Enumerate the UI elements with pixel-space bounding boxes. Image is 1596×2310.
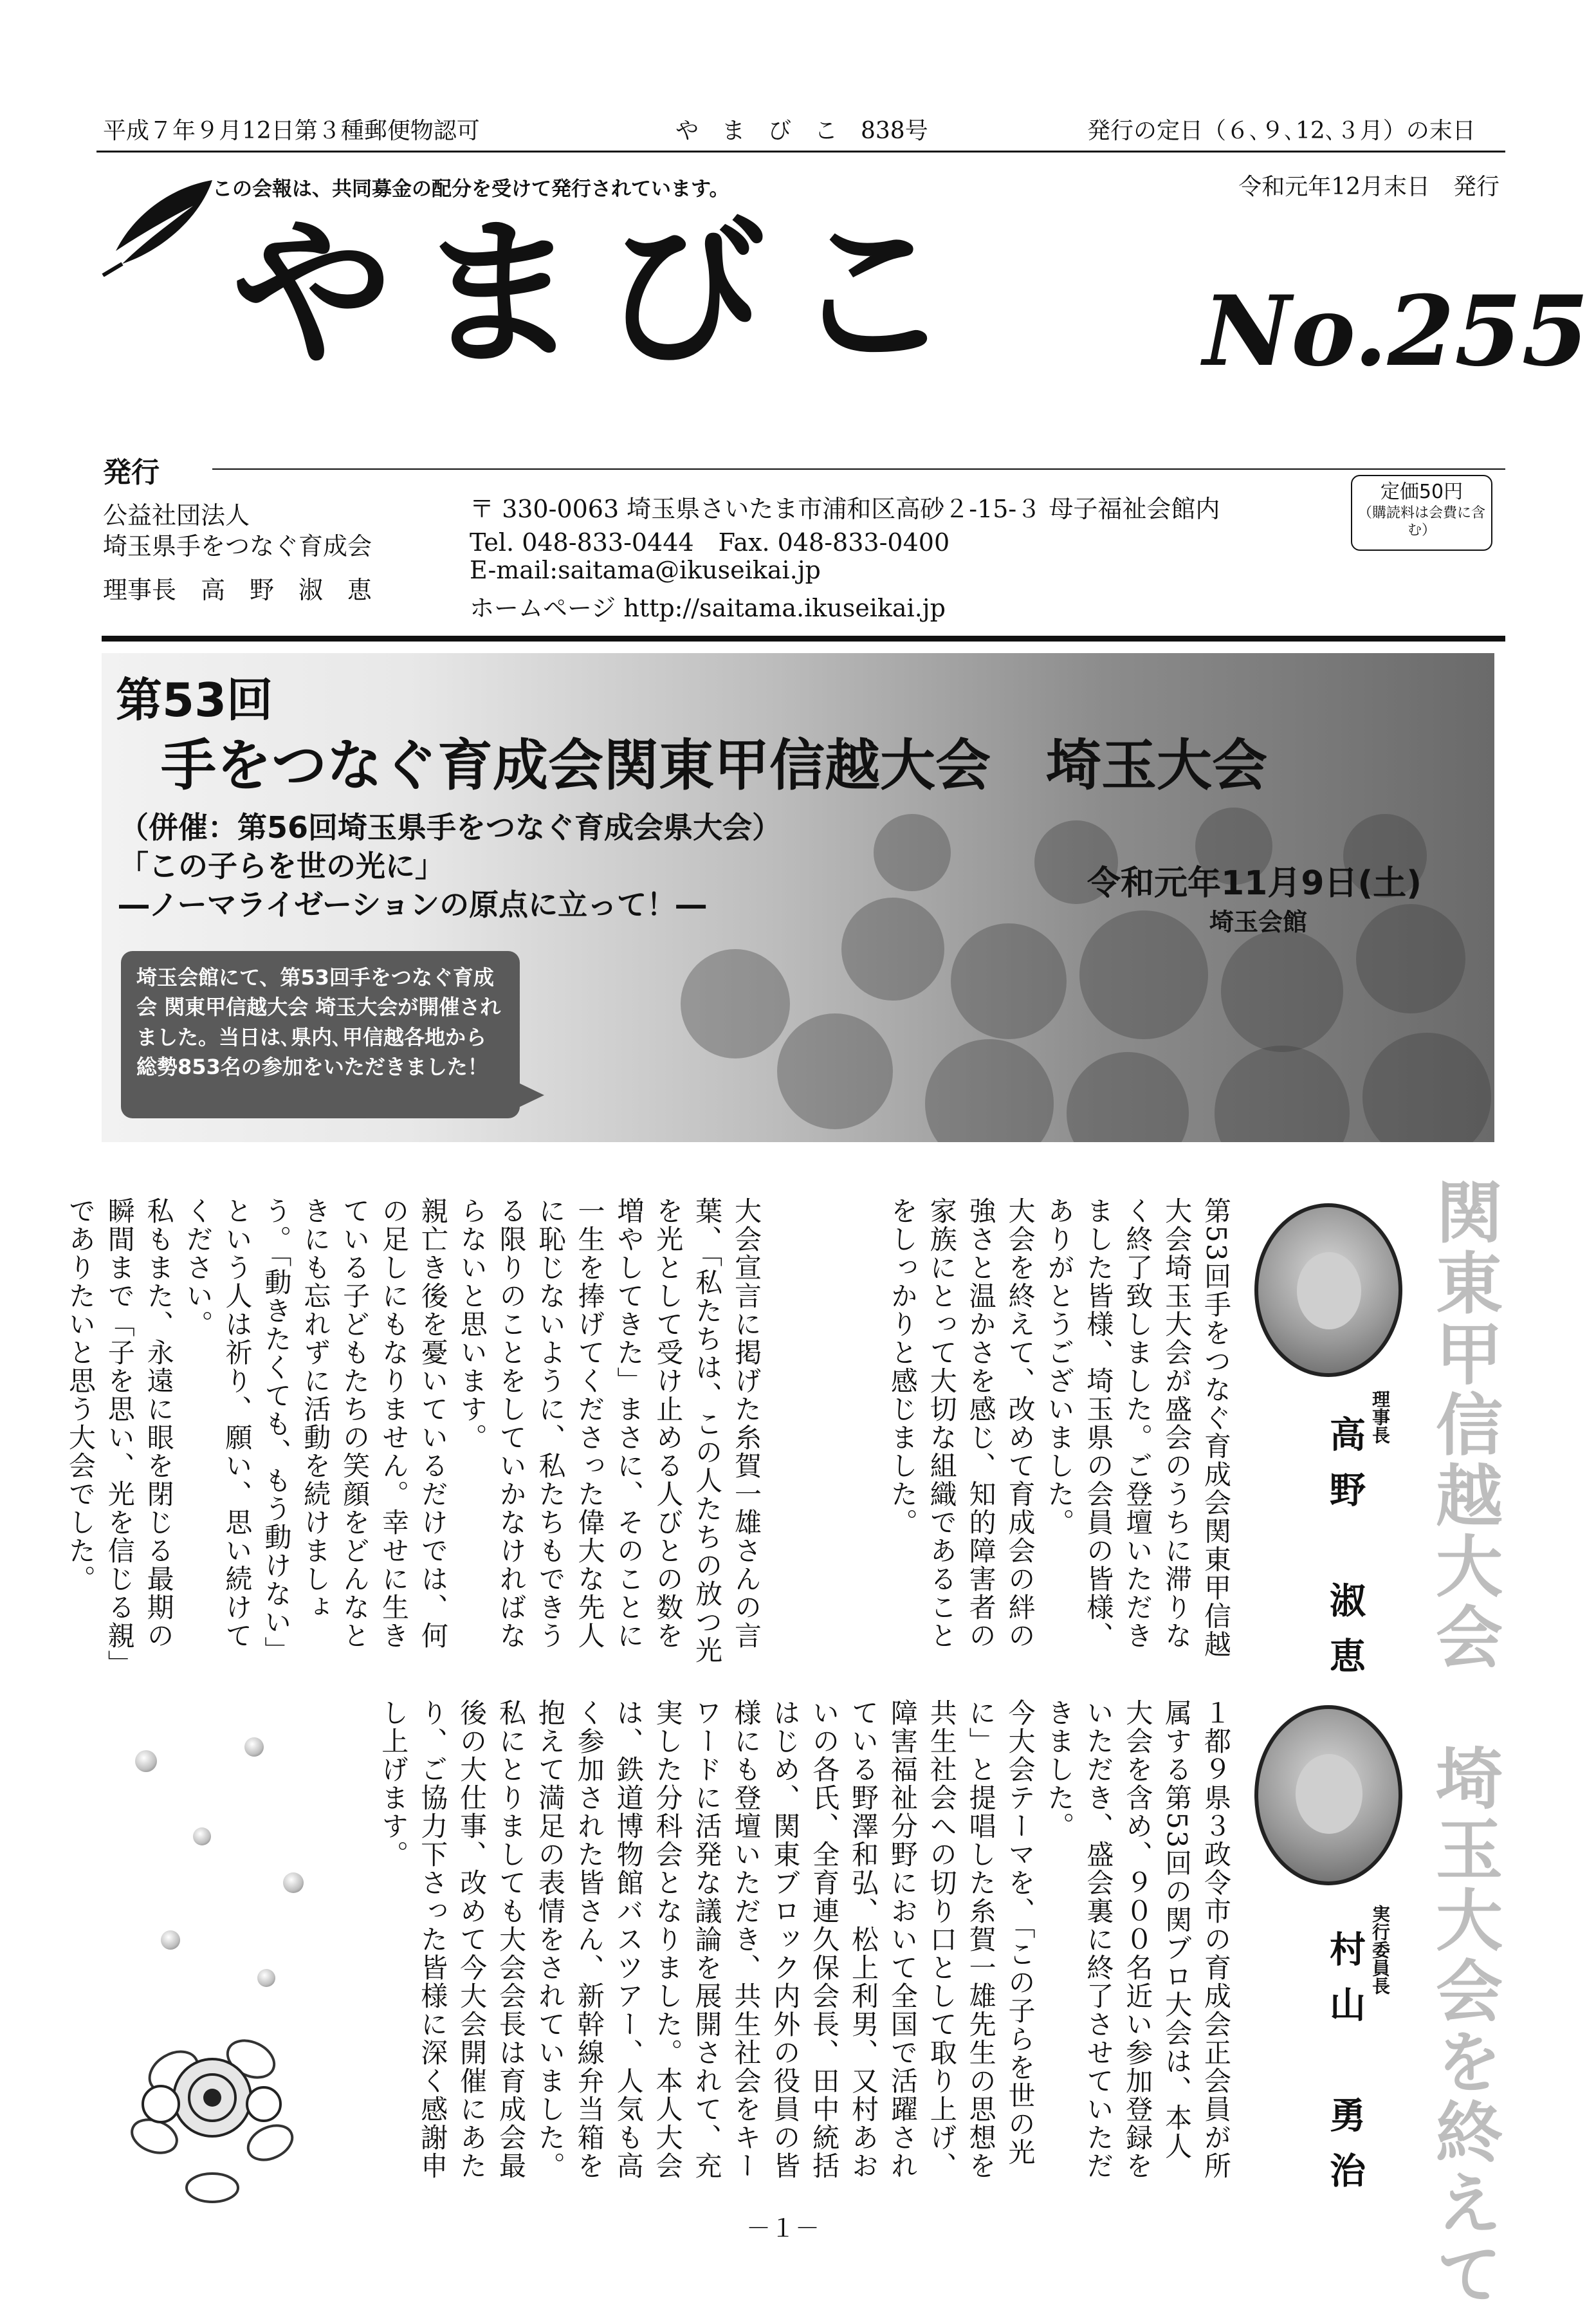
top-rule [96,151,1505,152]
header-thick-rule [102,636,1505,642]
speaker2-role: 実行委員長 [1370,1905,1391,1995]
publisher-rule [212,468,1505,470]
decor-dot [257,1969,275,1987]
issue-number: No.255 [1203,275,1589,388]
feather-logo-icon [96,174,225,277]
issue-label: や ま び こ 838号 [675,118,928,144]
decor-dot [135,1750,157,1772]
price-box [1351,475,1492,551]
article-column-top-right: 第53回手をつなぐ育成会関東甲信越大会埼玉大会が盛会のうちに滞りなく終了致しました。ご登壇いただきました皆様、埼玉県の会員の皆様、ありがとうございました。 大会を終えて、改めて育成会の絆の強さと温かさを感じ、知的障害者の家族にとって大切な組織であることをしっかりと感じました。 [886,1197,1232,1659]
decor-dot [244,1737,264,1757]
email-address: E-mail:saitama@ikuseikai.jp [470,556,821,584]
issue-date: 令和元年12月末日 発行 [1238,174,1500,200]
masthead-title: やまびこ [232,198,978,387]
page-number: －１－ [746,2214,820,2242]
decor-dot [161,1930,180,1950]
decor-dot [193,1827,211,1845]
committee-chair-portrait [1254,1705,1402,1885]
camellia-flower-icon [116,1995,309,2207]
chairperson: 理事長 高 野 淑 恵 [103,576,372,604]
postal-permit: 平成７年９月12日第３種郵便物認可 [103,118,480,144]
publication-schedule: 発行の定日（６､９､12､３月）の末日 [1087,118,1476,144]
publisher-label: 発行 [103,456,160,489]
event-date: 令和元年11月9日(土) [1087,864,1422,903]
article-headline: 関東甲信越大会 埼玉大会を終えて [1424,1178,1503,2310]
event-title: 手をつなぐ育成会関東甲信越大会 埼玉大会 [161,734,1267,798]
price-note: （購読料は会費に含む） [1357,504,1485,539]
homepage-url: ホームページ http://saitama.ikuseikai.jp [470,594,946,622]
tel-fax: Tel. 048-833-0444 Fax. 048-833-0400 [470,528,950,557]
price: 定価50円 [1380,481,1463,503]
speaker1-name: 高野 淑恵 [1324,1416,1366,1692]
event-cohost: （併催：第56回埼玉県手をつなぐ育成会県大会） [119,810,782,845]
postal-address: 〒 330-0063 埼玉県さいたま市浦和区高砂２-15-３ 母子福祉会館内 [470,495,1220,523]
callout-tail [515,1081,544,1109]
event-number: 第53回 [116,673,273,727]
chair-portrait [1254,1203,1402,1377]
event-theme: ―ノーマライゼーションの原点に立って！― [119,887,706,922]
event-callout: 埼玉会館にて、第53回手をつなぐ育成会 関東甲信越大会 埼玉大会が開催されました。当日は､県内､甲信越各地から総勢853名の参加をいただきました！ [121,951,520,1118]
speaker1-role: 理事長 [1370,1390,1391,1444]
decor-dot [283,1872,304,1893]
article-column-top-left: 大会宣言に掲げた糸賀一雄さんの言葉、「私たちは、この人たちの放つ光を光として受け止める人びとの数を増やしてきた」まさに、そのことに一生を捧げてくださった偉大な先人に恥じないように、私たちもできうる限りのことをしていかなければならないと思います。 親亡き後を憂いているだけでは、何の足しにもなりません。幸せに生きている子どもたちの笑顔をどんなときにも忘れずに活動を続けましょう。「動きたくても、もう動けない」という人は祈り、願い、思い続けてください。 私もまた、永遠に眼を閉じる最期の瞬間まで「子を思い、光を信じる親」でありたいと思う大会でした。 [64,1197,762,1665]
org-name: 埼玉県手をつなぐ育成会 [103,532,372,560]
event-slogan: 「この子らを世の光に」 [119,849,445,883]
speaker2-name: 村山 勇治 [1324,1930,1366,2207]
org-type: 公益社団法人 [103,501,250,530]
article-column-bottom: １都９県３政令市の育成会正会員が所属する第53回の関ブロ大会は、本人大会を含め、９００名近い参加登録をいただき、盛会裏に終了させていただきました。 今大会テーマを、「この子らを世の光に」と提唱した糸賀一雄先生の思想を共生社会への切り口として取り上げ、障害福祉分野において全国で活躍されている野澤和弘、松上利男、又村あおいの各氏、全育連久保会長、田中統括はじめ、関東ブロック内外の役員の皆様にも登壇いただき、共生社会をキーワードに活発な議論を展開されて、充実した分科会となりました。本人大会は、鉄道博物館バスツアー、人気も高く参加された皆さん、新幹線弁当箱を抱えて満足の表情をされていました。 私にとりましても大会会長は育成会最後の大仕事、改めて今大会開催にあたり、ご協力下さった皆様に深く感謝申し上げます。 [378,1699,1232,2180]
funding-note: この会報は、共同募金の配分を受けて発行されています。 [212,178,729,201]
event-venue: 埼玉会館 [1209,908,1308,936]
